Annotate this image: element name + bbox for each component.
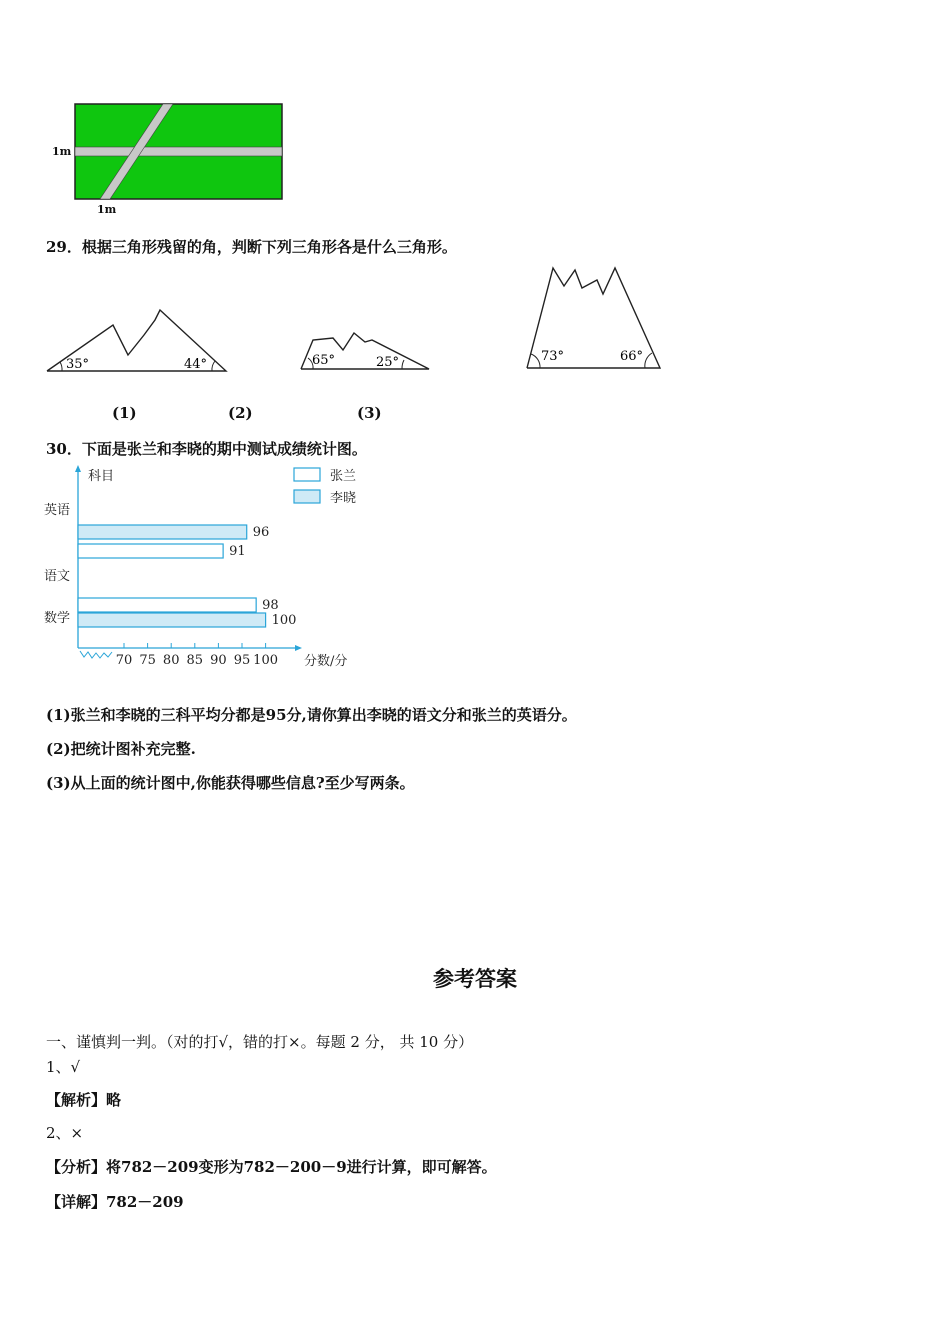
data-label: 96 — [252, 525, 270, 540]
data-label: 98 — [262, 598, 279, 613]
x-tick-label: 100 — [253, 653, 279, 668]
triangle-2 — [301, 333, 429, 370]
answer-1-analysis: 【解析】略 — [46, 1091, 122, 1109]
triangle-1 — [47, 310, 226, 372]
answers-title: 参考答案 — [433, 966, 517, 991]
road-width-label-bottom: 1m — [97, 203, 117, 216]
triangle-2-label: (2) — [228, 404, 253, 422]
legend-swatch — [294, 468, 320, 481]
bar — [78, 613, 266, 627]
category-label: 数学 — [44, 611, 71, 626]
triangle-1-label: (1) — [112, 404, 137, 422]
category-label: 语文 — [44, 569, 71, 584]
answer-2-detail: 【详解】782－209 — [46, 1193, 184, 1211]
axis-break-zigzag — [80, 651, 112, 658]
answer-1: 1、√ — [46, 1058, 81, 1076]
y-axis-title: 科目 — [88, 469, 115, 484]
road-width-label-left: 1m — [52, 145, 72, 158]
legend-label: 李晓 — [330, 491, 357, 506]
answers-section-1: 一、谨慎判一判。（对的打√，错的打×。每题 2 分， 共 10 分） — [46, 1033, 474, 1051]
field-figure-svg — [40, 95, 300, 220]
horizontal-road — [75, 147, 282, 156]
x-axis-arrow — [295, 645, 302, 651]
triangle-3 — [527, 268, 660, 368]
bar — [78, 598, 256, 612]
triangle-2-right-angle: 25° — [376, 355, 400, 370]
legend-swatch — [294, 490, 320, 503]
triangles-svg — [0, 260, 700, 385]
q30-sub3: (3)从上面的统计图中,你能获得哪些信息?至少写两条。 — [46, 774, 415, 792]
q30-sub1: (1)张兰和李晓的三科平均分都是95分,请你算出李晓的语文分和张兰的英语分。 — [46, 706, 577, 724]
bar — [78, 525, 247, 539]
y-axis-arrow — [75, 465, 81, 472]
data-label: 100 — [271, 613, 297, 628]
question-30: 30．下面是张兰和李晓的期中测试成绩统计图。 — [46, 440, 367, 458]
category-label: 英语 — [44, 503, 71, 518]
triangle-1-right-angle: 44° — [184, 357, 208, 372]
q30-sub2: (2)把统计图补充完整. — [46, 740, 196, 758]
x-tick-label: 90 — [210, 653, 227, 668]
answer-2-analysis: 【分析】将782－209变形为782－200－9进行计算，即可解答。 — [46, 1158, 497, 1176]
triangle-3-right-angle: 66° — [620, 349, 644, 364]
x-axis-title: 分数/分 — [304, 654, 348, 669]
triangle-3-label: (3) — [357, 404, 382, 422]
data-label: 91 — [229, 544, 246, 559]
x-tick-label: 75 — [139, 653, 156, 668]
field-figure — [40, 95, 300, 220]
legend-label: 张兰 — [330, 469, 357, 484]
triangles-figure — [0, 260, 700, 385]
bar-chart-svg — [40, 462, 380, 672]
x-tick-label: 85 — [186, 653, 204, 668]
x-tick-label: 70 — [115, 653, 133, 668]
x-tick-label: 95 — [233, 653, 251, 668]
question-29: 29．根据三角形残留的角，判断下列三角形各是什么三角形。 — [46, 238, 457, 256]
bar — [78, 544, 223, 558]
x-tick-label: 80 — [162, 653, 180, 668]
bar-chart — [40, 462, 380, 672]
answer-2: 2、× — [46, 1124, 84, 1142]
triangle-3-left-angle: 73° — [541, 349, 565, 364]
triangle-2-left-angle: 65° — [312, 353, 336, 368]
triangle-1-left-angle: 35° — [66, 357, 90, 372]
